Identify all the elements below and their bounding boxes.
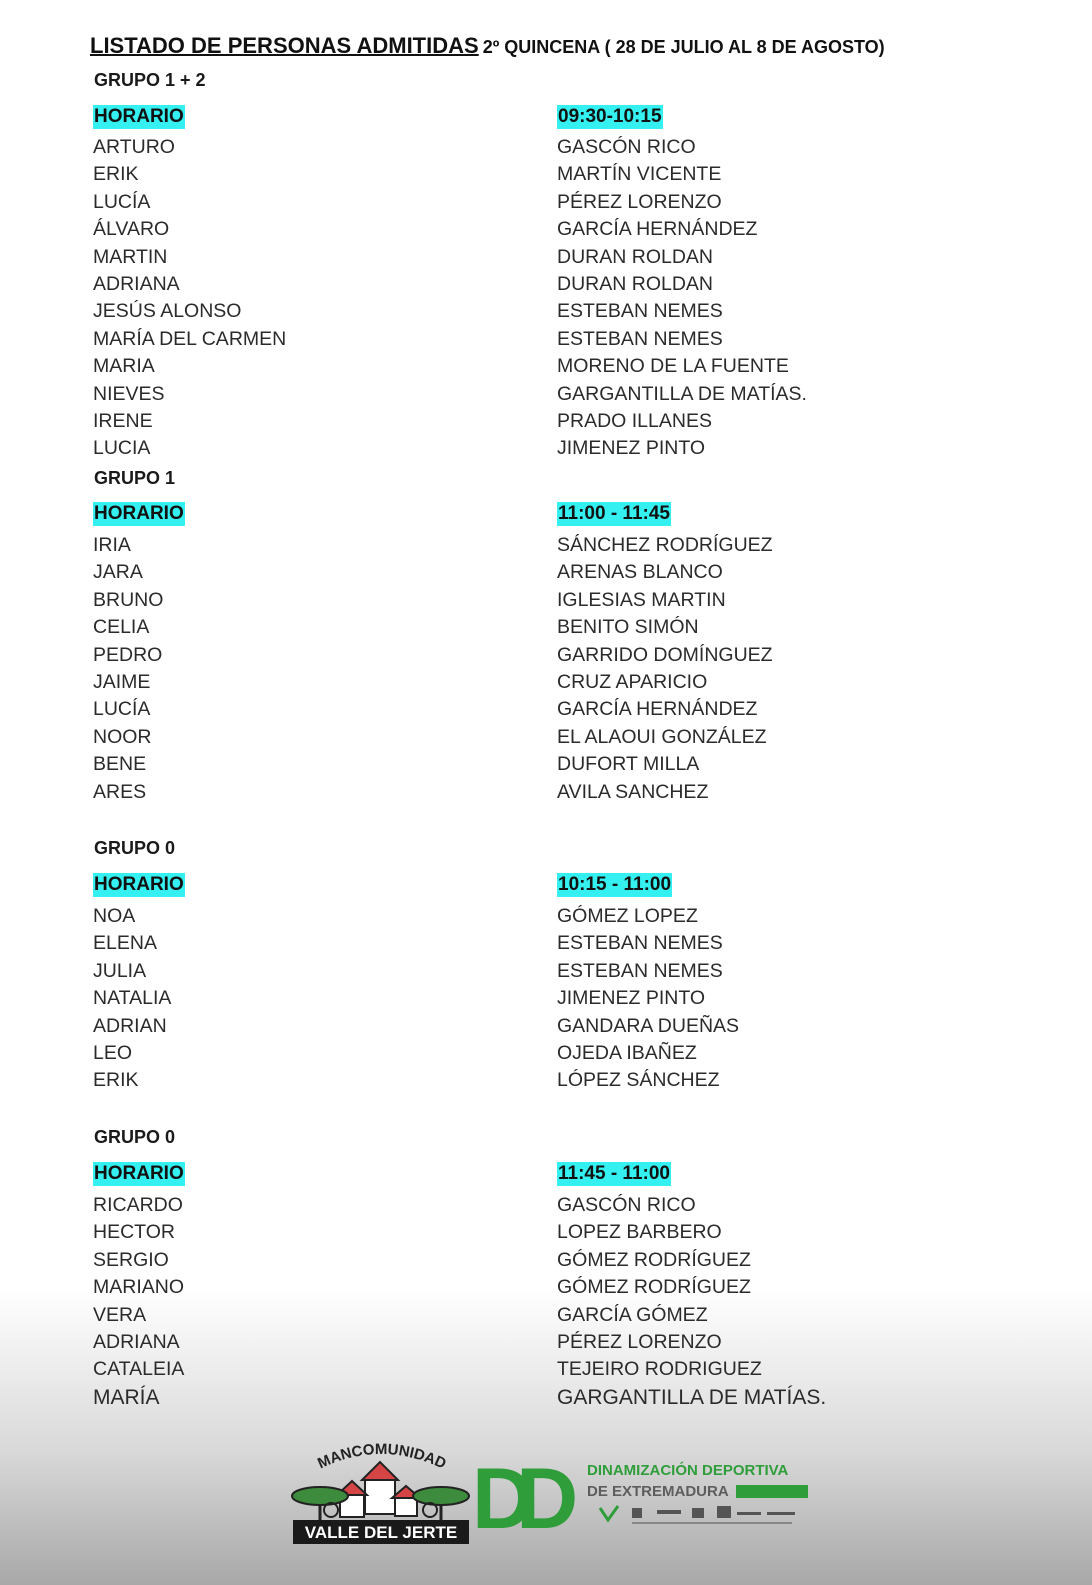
last-name: GANDARA DUEÑAS — [557, 1014, 740, 1037]
last-name: BENITO SIMÓN — [557, 616, 699, 639]
last-name: MORENO DE LA FUENTE — [557, 355, 789, 378]
person-row — [0, 353, 1092, 380]
group-label: GRUPO 0 — [94, 838, 176, 858]
last-name: GÓMEZ RODRÍGUEZ — [557, 1276, 751, 1299]
person-list — [0, 134, 1092, 463]
last-name: GARCÍA HERNÁNDEZ — [557, 698, 758, 721]
person-list — [0, 903, 1092, 1095]
title-main: LISTADO DE PERSONAS ADMITIDAS — [90, 33, 479, 58]
last-name: DURAN ROLDAN — [557, 245, 714, 268]
first-name: ARTURO — [93, 136, 175, 158]
last-name: GARCÍA HERNÁNDEZ — [557, 218, 758, 241]
dd-letters: DD — [472, 1456, 561, 1536]
person-row — [0, 1192, 1092, 1219]
first-name: ÁLVARO — [93, 218, 170, 241]
first-name: MARTIN — [93, 245, 168, 268]
first-name: ERIK — [93, 1069, 139, 1092]
title-subtitle: 2º QUINCENA ( 28 DE JULIO AL 8 DE AGOSTO) — [482, 37, 885, 57]
last-name: ESTEBAN NEMES — [557, 932, 723, 955]
last-name: AVILA SANCHEZ — [557, 780, 709, 803]
first-name: JARA — [93, 561, 143, 584]
person-row — [0, 642, 1092, 669]
person-row — [0, 161, 1092, 188]
last-name: ARENAS BLANCO — [557, 561, 723, 584]
last-name: DUFORT MILLA — [557, 753, 700, 776]
group-label: GRUPO 1 + 2 — [94, 70, 206, 90]
first-name: ADRIANA — [93, 272, 180, 295]
dd-green-tag — [736, 1485, 808, 1498]
sponsor-icons — [600, 1506, 795, 1524]
first-name: LUCIA — [93, 437, 151, 460]
last-name: GÓMEZ LOPEZ — [557, 905, 698, 927]
first-name: MARÍA DEL CARMEN — [93, 327, 287, 350]
person-row — [0, 532, 1092, 559]
first-name: MARIA — [93, 355, 155, 378]
first-name: ELENA — [93, 932, 157, 955]
horario-label: HORARIO — [94, 503, 184, 524]
group-label: GRUPO 1 — [94, 468, 176, 488]
last-name: TEJEIRO RODRIGUEZ — [557, 1358, 762, 1381]
first-name: VERA — [93, 1303, 147, 1326]
mancomunidad-arc-text: MANCOMUNIDAD — [315, 1440, 449, 1473]
group-label: GRUPO 0 — [94, 1127, 176, 1147]
person-row — [0, 1274, 1092, 1301]
person-row — [0, 216, 1092, 243]
person-row — [0, 751, 1092, 778]
person-row — [0, 958, 1092, 985]
person-row — [0, 724, 1092, 751]
person-row — [0, 930, 1092, 957]
person-row — [0, 1013, 1092, 1040]
last-name: LOPEZ BARBERO — [557, 1221, 722, 1244]
first-name: ADRIANA — [93, 1330, 180, 1353]
first-name: HECTOR — [93, 1221, 175, 1244]
last-name: JIMENEZ PINTO — [557, 987, 706, 1010]
first-name: MARÍA — [93, 1385, 160, 1409]
person-row — [0, 298, 1092, 325]
last-name: CRUZ APARICIO — [557, 670, 708, 693]
person-list — [0, 532, 1092, 806]
mancomunidad-logo — [285, 1438, 475, 1548]
person-row — [0, 1302, 1092, 1329]
person-row — [0, 435, 1092, 462]
person-row — [0, 271, 1092, 298]
page-title — [90, 33, 885, 59]
person-row — [0, 559, 1092, 586]
person-row — [0, 408, 1092, 435]
person-row — [0, 614, 1092, 641]
horario-label: HORARIO — [94, 874, 184, 895]
first-name: JAIME — [93, 670, 151, 693]
person-row — [0, 1219, 1092, 1246]
person-row — [0, 1040, 1092, 1067]
person-list — [0, 1192, 1092, 1411]
dinamizacion-logo — [472, 1456, 822, 1536]
first-name: JESÚS ALONSO — [93, 300, 242, 323]
horario-label: HORARIO — [94, 1163, 184, 1184]
last-name: EL ALAOUI GONZÁLEZ — [557, 725, 767, 748]
first-name: CATALEIA — [93, 1358, 185, 1381]
first-name: MARIANO — [93, 1276, 185, 1299]
schedule-time: 11:45 - 11:00 — [558, 1163, 670, 1184]
first-name: NATALIA — [93, 987, 172, 1010]
last-name: SÁNCHEZ RODRÍGUEZ — [557, 534, 773, 556]
last-name: MARTÍN VICENTE — [557, 163, 722, 186]
schedule-time: 10:15 - 11:00 — [558, 874, 672, 895]
last-name: OJEDA IBAÑEZ — [557, 1041, 697, 1064]
last-name: GASCÓN RICO — [557, 136, 696, 158]
first-name: LUCÍA — [93, 698, 151, 721]
first-name: IRENE — [93, 409, 153, 432]
last-name: PÉREZ LORENZO — [557, 190, 722, 213]
person-row — [0, 779, 1092, 806]
person-row — [0, 985, 1092, 1012]
mancomunidad-banner-text: VALLE DEL JERTE — [304, 1523, 458, 1542]
first-name: NOOR — [93, 725, 152, 748]
dd-line1: DINAMIZACIÓN DEPORTIVA — [587, 1462, 789, 1479]
first-name: BRUNO — [93, 588, 164, 611]
person-row — [0, 587, 1092, 614]
first-name: ARES — [93, 780, 147, 803]
first-name: NIEVES — [93, 382, 165, 405]
first-name: SERGIO — [93, 1248, 169, 1271]
first-name: LUCÍA — [93, 190, 151, 213]
person-row — [0, 1384, 1092, 1411]
person-row — [0, 1247, 1092, 1274]
first-name: RICARDO — [93, 1194, 183, 1216]
dd-line2: DE EXTREMADURA — [587, 1483, 729, 1500]
last-name: ESTEBAN NEMES — [557, 300, 723, 323]
person-row — [0, 381, 1092, 408]
last-name: ESTEBAN NEMES — [557, 959, 723, 982]
first-name: IRIA — [93, 534, 131, 556]
person-row — [0, 1067, 1092, 1094]
first-name: LEO — [93, 1041, 133, 1064]
first-name: ADRIAN — [93, 1014, 167, 1037]
person-row — [0, 326, 1092, 353]
last-name: GARRIDO DOMÍNGUEZ — [557, 643, 773, 666]
last-name: ESTEBAN NEMES — [557, 327, 723, 350]
first-name: NOA — [93, 905, 136, 927]
last-name: IGLESIAS MARTIN — [557, 588, 726, 611]
last-name: GARCÍA GÓMEZ — [557, 1303, 708, 1326]
last-name: LÓPEZ SÁNCHEZ — [557, 1069, 720, 1092]
last-name: GÓMEZ RODRÍGUEZ — [557, 1248, 751, 1271]
last-name: GASCÓN RICO — [557, 1194, 696, 1216]
person-row — [0, 134, 1092, 161]
first-name: BENE — [93, 753, 147, 776]
person-row — [0, 189, 1092, 216]
person-row — [0, 1329, 1092, 1356]
person-row — [0, 696, 1092, 723]
person-row — [0, 903, 1092, 930]
person-row — [0, 1356, 1092, 1383]
first-name: PEDRO — [93, 643, 163, 666]
person-row — [0, 669, 1092, 696]
schedule-time: 11:00 - 11:45 — [558, 503, 670, 524]
last-name: PRADO ILLANES — [557, 409, 712, 432]
last-name: GARGANTILLA DE MATÍAS. — [557, 382, 807, 405]
last-name: JIMENEZ PINTO — [557, 437, 706, 460]
person-row — [0, 244, 1092, 271]
first-name: JULIA — [93, 959, 147, 982]
schedule-time: 09:30-10:15 — [558, 106, 662, 127]
first-name: CELIA — [93, 616, 150, 639]
first-name: ERIK — [93, 163, 139, 186]
horario-label: HORARIO — [94, 106, 184, 127]
last-name: DURAN ROLDAN — [557, 272, 714, 295]
last-name: GARGANTILLA DE MATÍAS. — [557, 1385, 827, 1409]
last-name: PÉREZ LORENZO — [557, 1330, 722, 1353]
